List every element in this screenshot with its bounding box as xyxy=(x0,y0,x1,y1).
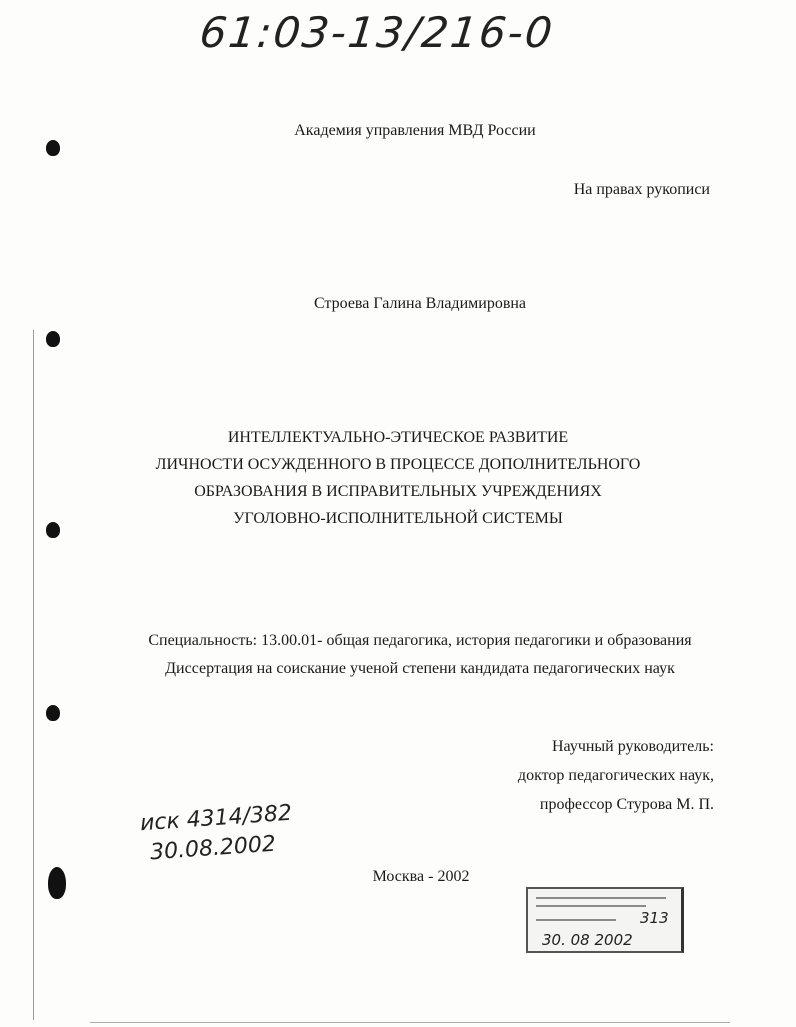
dissertation-title xyxy=(0,424,796,532)
stamp-date-handwritten: 30. 08 2002 xyxy=(542,931,633,949)
title-line: УГОЛОВНО-ИСПОЛНИТЕЛЬНОЙ СИСТЕМЫ xyxy=(233,510,563,527)
stamp-text-line xyxy=(536,919,616,921)
title-line: ЛИЧНОСТИ ОСУЖДЕННОГО В ПРОЦЕССЕ ДОПОЛНИТЕЛЬНОГО xyxy=(155,456,641,473)
place-and-year: Москва - 2002 xyxy=(372,868,470,885)
institution-name: Академия управления МВД России xyxy=(294,122,536,139)
binding-hole-2 xyxy=(46,331,60,347)
inventory-number-handwritten: иск 4314/382 xyxy=(139,800,293,837)
supervisor-name: профессор Стурова М. П. xyxy=(539,796,714,813)
title-line: ИНТЕЛЛЕКТУАЛЬНО-ЭТИЧЕСКОЕ РАЗВИТИЕ xyxy=(227,429,569,446)
manuscript-rights-note: На правах рукописи xyxy=(573,181,710,198)
binding-hole-1 xyxy=(46,140,60,156)
archive-code-handwritten: 61:03-13/216-0 xyxy=(197,8,557,57)
library-stamp xyxy=(526,887,684,953)
title-line: ОБРАЗОВАНИЯ В ИСПРАВИТЕЛЬНЫХ УЧРЕЖДЕНИЯХ xyxy=(194,483,602,500)
inventory-date-handwritten: 30.08.2002 xyxy=(149,831,277,866)
scan-bottom-edge xyxy=(90,1022,730,1023)
degree-line: Диссертация на соискание ученой степени кандидата педагогических наук xyxy=(165,660,675,677)
stamp-text-line xyxy=(536,897,666,899)
stamp-text-line xyxy=(536,905,646,907)
supervisor-degree: доктор педагогических наук, xyxy=(517,767,714,784)
specialty-line: Специальность: 13.00.01- общая педагогика, история педагогики и образования xyxy=(148,632,692,649)
binding-hole-4 xyxy=(46,705,60,721)
author-name: Строева Галина Владимировна xyxy=(313,295,527,312)
supervisor-label: Научный руководитель: xyxy=(551,738,714,755)
stamp-number-handwritten: 313 xyxy=(640,909,669,927)
